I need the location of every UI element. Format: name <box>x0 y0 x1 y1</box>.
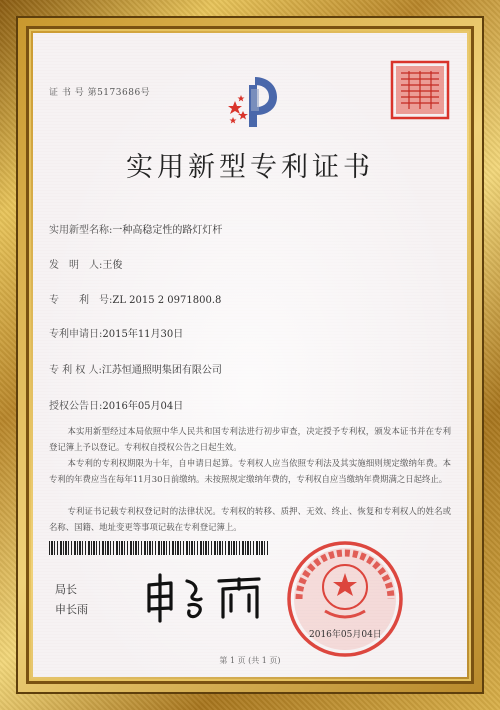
official-red-seal-icon <box>285 539 405 659</box>
seal-date: 2016年05月04日 <box>309 630 382 640</box>
field-value: 2016年05月04日 <box>102 401 184 412</box>
field-patent-number <box>49 291 221 306</box>
patent-office-logo-icon <box>225 71 285 131</box>
certificate-number: 证 书 号 第5173686号 <box>49 88 151 98</box>
field-patentee <box>49 361 222 376</box>
field-label: 专 利 号: <box>49 295 113 306</box>
paragraph-term: 本专利的专利权期限为十年，自申请日起算。专利权人应当依照专利法及其实施细则规定缴纳年费。本专利的年费应当在每年11月30日前缴纳。未按照规定缴纳年费的，专利权自应当缴纳年费期满之日起终止。 <box>49 458 451 484</box>
paragraph-legal-status: 专利证书记载专利权登记时的法律状况。专利权的转移、质押、无效、终止、恢复和专利权人的姓名或名称、国籍、地址变更等事项记载在专利登记簿上。 <box>49 506 451 532</box>
paragraph-grant: 本实用新型经过本局依照中华人民共和国专利法进行初步审查，决定授予专利权，颁发本证书并在专利登记簿上予以登记。专利权自授权公告之日起生效。 <box>49 426 451 452</box>
director-title: 局长 <box>55 583 77 596</box>
field-application-date <box>49 325 183 340</box>
field-label: 发 明 人: <box>49 260 103 271</box>
field-value: 2015年11月30日 <box>102 329 184 340</box>
field-value: 一种高稳定性的路灯灯杆 <box>112 225 223 236</box>
small-red-seal-icon <box>389 59 451 121</box>
field-value: 王俊 <box>102 260 123 271</box>
field-value: 江苏恒通照明集团有限公司 <box>101 365 222 376</box>
field-label: 专 利 权 人: <box>49 365 102 376</box>
director-name: 申长雨 <box>55 603 88 616</box>
field-label: 专利申请日: <box>49 329 103 340</box>
page-number: 第 1 页 (共 1 页) <box>219 656 281 665</box>
handwritten-signature <box>141 571 281 626</box>
field-grant-date <box>49 397 183 412</box>
field-inventor <box>49 256 122 271</box>
certificate-paper <box>33 33 467 677</box>
certificate-title: 实用新型专利证书 <box>126 152 374 183</box>
barcode <box>49 541 269 555</box>
field-value: ZL 2015 2 0971800.8 <box>112 295 222 306</box>
field-label: 实用新型名称: <box>49 225 113 236</box>
field-label: 授权公告日: <box>49 401 103 412</box>
field-utility-model-name <box>49 221 222 236</box>
